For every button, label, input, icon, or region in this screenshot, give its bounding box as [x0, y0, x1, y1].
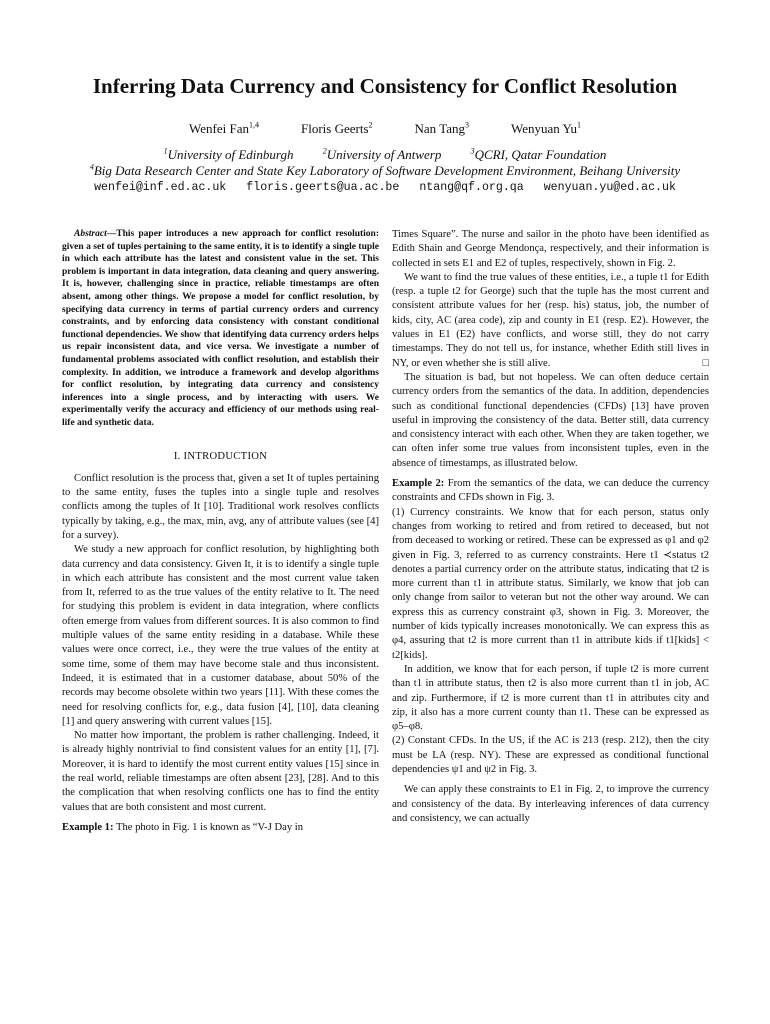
- author: Floris Geerts$^2$: [300, 120, 373, 136]
- paragraph: We want to find the true values of these entities, i.e., a tuple t1 for Edith (resp. a tuple t2 for George) such that the tuple has the most current and consistent attribute values for her (resp. his) status, job, the number of kids, city, AC (area code), zip and county in E1 (resp. E2). However, the values in E1 (E2) have conflicts, and worse still, they do not carry timestamps. They do not tell us, for instance, whether Edith still lives in NY, or even whether she is still alive. □: [392, 271, 709, 371]
- paragraph: We can apply these constraints to E1 in Fig. 2, to improve the currency and consistency of the data. By interleaving inferences of data currency and consistency, we can actually: [392, 784, 709, 824]
- author: Wenfei Fan$^{1,4}$: [189, 120, 259, 136]
- qed-symbol: □: [702, 357, 709, 369]
- paragraph: (1) Currency constraints. We know that for each person, status only changes from working to retired and from retired to deceased, but not from deceased to working or retired. These can be expressed as φ1 and φ2 given in Fig. 3, referred to as currency constraints. Here t1 ≺status t2 denotes a partial currency order on the attribute status, indicating that t2 is more current than t1 in attribute status. Similarly, we know that job can only change from sailor to veteran but not the other way around. We can express this as currency constraint φ3, shown in Fig. 3. Moreover, the number of kids typically increases monotonically. We can express this as φ4, assuring that t2 is more current than t1 in attribute kids if t1[kids] < t2[kids].: [392, 506, 709, 661]
- email: ntang@qf.org.qa: [419, 181, 524, 194]
- paragraph: We study a new approach for conflict resolution, by highlighting both data currency and data consistency. Given It, it is to identify a single tuple in which each attribute has consistent and the most current value taken from It, referred to as the true values of the entity relative to It. The need for studying this problem is evident in data integration, where conflicts often emerge from values from different sources. It is also common to find multiple values of the same entity residing in a database. While these values were once correct, i.e., they were the true values of the entity at some time, some of them may have become stale and thus inconsistent. Indeed, it is estimated that in a customer database, about 50% of the records may become obsolete within two years [11]. With these comes the need for resolving conflicts for, e.g., data fusion [4], [10], data cleaning [1] and query answering with current values [15].: [62, 544, 379, 727]
- affiliations-line-1: $^1$University of Edinburgh $^2$University of Antwerp $^3$QCRI, Qatar Foundation: [163, 146, 607, 162]
- email: wenfei@inf.ed.ac.uk: [94, 181, 227, 194]
- paragraph: Conflict resolution is the process that, given a set It of tuples pertaining to the same entity, fuses the tuples into a single tuple and resolves conflicts among the tuples of It [10]. Traditional work resolves conflicts typically by taking, e.g., the max, min, avg, any of attribute values (see [4] for a survey).: [62, 472, 379, 541]
- right-column: [392, 228, 709, 826]
- example-1: Example 1: The photo in Fig. 1 is known as “V-J Day in: [62, 821, 304, 833]
- paragraph: (2) Constant CFDs. In the US, if the AC is 213 (resp. 212), then the city must be LA (resp. NY). These are expressed as conditional functional dependencies ψ1 and ψ2 in Fig. 3.: [392, 735, 709, 775]
- paper-title: Inferring Data Currency and Consistency for Conflict Resolution: [92, 74, 678, 98]
- abstract: Abstract—This paper introduces a new approach for conflict resolution: given a set of tuples pertaining to the same entity, it is to identify a single tuple in which each attribute has the latest and consistent value in the set. This problem is important in data integration, data cleaning and query answering. It is, however, challenging since in practice, reliable timestamps are often absent, among other things. We propose a model for conflict resolution, by specifying data currency in terms of partial currency orders and currency constraints, and by enforcing data consistency with constant conditional functional dependencies. We show that identifying data currency orders helps us repair inconsistent data, and vice versa. We investigate a number of fundamental problems associated with conflict resolution, and establish their complexity. In addition, we introduce a framework and develop algorithms for conflict resolution, by integrating data currency and consistency inferences into a single process, and by interacting with users. We experimentally verify the accuracy and efficiency of our methods using real-life and synthetic data.: [62, 229, 379, 428]
- author: Nan Tang$^3$: [414, 120, 469, 136]
- email-list: [0, 181, 770, 194]
- paragraph: The situation is bad, but not hopeless. We can often deduce certain currency orders from the semantics of the data. In addition, dependencies such as conditional functional dependencies (CFDs) [13] have proven useful in improving the consistency of the data. Better still, data currency and consistency interact with each other. When they are taken together, we can often infer some true values from inconsistent tuples, even in the absence of timestamps, as illustrated below.: [392, 371, 709, 469]
- email: wenyuan.yu@ed.ac.uk: [543, 181, 676, 194]
- left-column: [62, 228, 379, 835]
- author: Wenyuan Yu$^1$: [511, 120, 581, 136]
- email: floris.geerts@ua.ac.be: [246, 181, 400, 194]
- paragraph: No matter how important, the problem is rather challenging. Indeed, it is already highly nontrivial to find consistent values for an entity [1], [7]. Moreover, it is hard to identify the most current entity values [15] since in the real world, reliable timestamps are often absent [23], [28]. And to this the complication that when resolving conflicts one has to find the entity values that are both consistent and most current.: [62, 730, 379, 813]
- paragraph: Times Square”. The nurse and sailor in the photo have been identified as Edith Shain and George Mendonça, respectively, and their information is collected in sets E1 and E2 of tuples, respectively, shown in Fig. 2.: [392, 229, 709, 269]
- section-heading: I. INTRODUCTION: [173, 450, 268, 462]
- example-2: Example 2: From the semantics of the data, we can deduce the currency constraints and CFDs shown in Fig. 3.: [392, 478, 709, 504]
- author-list: [0, 121, 770, 137]
- paragraph: In addition, we know that for each person, if tuple t2 is more current than t1 in attribute status, then t2 is also more current than t1 in job, AC and zip. Furthermore, if t2 is more current than t1 in attributes city and zip, it also has a more current county than t1. These can be expressed as φ5–φ8.: [392, 663, 709, 733]
- affiliations-line-2: $^4$Big Data Research Center and State Key Laboratory of Software Development Environment, Beihang University: [89, 162, 681, 178]
